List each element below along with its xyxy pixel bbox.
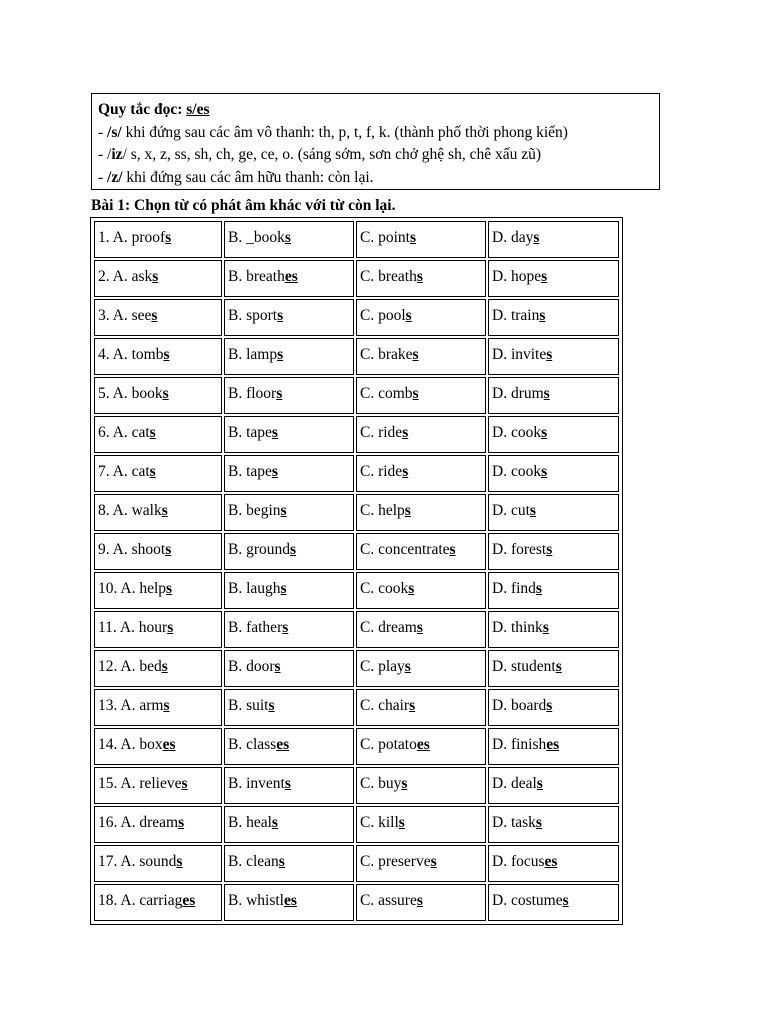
option-cell — [356, 260, 486, 297]
rules-title-suffix: s/es — [186, 101, 210, 118]
option-ending: s — [541, 463, 548, 480]
option-ending: s — [533, 229, 540, 246]
option-cell — [94, 884, 222, 921]
option-ending: s — [152, 268, 159, 285]
option-ending: s — [546, 346, 553, 363]
rule-text: khi đứng sau các âm hữu thanh: còn lại. — [122, 168, 374, 186]
option-word: C. pool — [360, 307, 406, 324]
option-word: D. day — [492, 229, 534, 246]
table-row — [94, 650, 619, 687]
option-ending: s — [416, 619, 423, 636]
option-cell — [356, 338, 486, 375]
option-cell — [94, 416, 222, 453]
option-ending: s — [404, 502, 411, 519]
option-word: C. buy — [360, 775, 402, 792]
option-ending: s — [555, 658, 562, 675]
option-cell — [488, 221, 619, 258]
option-ending: s — [535, 814, 542, 831]
exercise-table-body — [94, 221, 619, 921]
option-ending: s — [562, 892, 569, 909]
option-word: 16. A. dream — [98, 814, 179, 831]
option-ending: s — [546, 541, 553, 558]
option-cell — [356, 689, 486, 726]
option-word: B. floor — [228, 385, 277, 402]
option-cell — [94, 611, 222, 648]
option-ending: s — [541, 268, 548, 285]
option-ending: s — [276, 385, 283, 402]
option-cell — [94, 650, 222, 687]
option-ending: s — [277, 307, 284, 324]
option-ending: s — [277, 346, 284, 363]
exercise-title: Bài 1: Chọn từ có phát âm khác với từ còn lại. — [91, 197, 396, 214]
option-ending: s — [151, 307, 158, 324]
option-ending: s — [282, 619, 289, 636]
option-word: 1. A. proof — [98, 229, 166, 246]
option-cell — [224, 260, 354, 297]
option-ending: s — [163, 697, 170, 714]
option-word: 18. A. carriag — [98, 892, 183, 909]
option-ending: s — [181, 775, 188, 792]
option-ending: s — [409, 697, 416, 714]
option-word: B. tape — [228, 424, 272, 441]
option-ending: s — [165, 229, 172, 246]
option-ending: es — [284, 268, 298, 285]
option-cell — [224, 611, 354, 648]
option-word: B. whistl — [228, 892, 284, 909]
option-word: B. ground — [228, 541, 290, 558]
option-cell — [94, 338, 222, 375]
option-cell — [488, 767, 619, 804]
option-word: C. dream — [360, 619, 417, 636]
option-cell — [94, 455, 222, 492]
option-ending: s — [401, 775, 408, 792]
option-ending: s — [149, 463, 156, 480]
option-cell — [356, 416, 486, 453]
option-word: B. door — [228, 658, 275, 675]
option-cell — [488, 494, 619, 531]
option-word: D. task — [492, 814, 536, 831]
option-ending: s — [409, 229, 416, 246]
table-row — [94, 299, 619, 336]
option-word: 13. A. arm — [98, 697, 164, 714]
option-ending: s — [280, 502, 287, 519]
option-word: 11. A. hour — [98, 619, 168, 636]
option-word: D. forest — [492, 541, 547, 558]
option-ending: s — [543, 385, 550, 402]
option-cell — [356, 650, 486, 687]
option-cell — [356, 299, 486, 336]
option-word: B. invent — [228, 775, 285, 792]
rule-line — [98, 144, 653, 167]
option-ending: s — [542, 619, 549, 636]
table-row — [94, 689, 619, 726]
option-ending: es — [283, 892, 297, 909]
option-ending: s — [529, 502, 536, 519]
option-cell — [488, 455, 619, 492]
option-word: D. drum — [492, 385, 544, 402]
rule-text: / s, x, z, ss, sh, ch, ge, ce, o. (sáng sớm, sơn chở ghệ sh, chê xấu zũ) — [122, 146, 541, 163]
rule-dash: - — [98, 168, 108, 186]
table-row — [94, 728, 619, 765]
option-ending: s — [284, 229, 291, 246]
rules-title-label: Quy tắc đọc: — [98, 101, 183, 118]
option-ending: s — [416, 268, 423, 285]
option-ending: s — [412, 385, 419, 402]
option-ending: s — [536, 775, 543, 792]
option-cell — [224, 299, 354, 336]
option-word: 12. A. bed — [98, 658, 162, 675]
option-cell — [94, 689, 222, 726]
option-cell — [356, 845, 486, 882]
option-cell — [488, 728, 619, 765]
option-cell — [356, 494, 486, 531]
option-word: D. board — [492, 697, 547, 714]
table-row — [94, 845, 619, 882]
option-cell — [94, 533, 222, 570]
option-ending: s — [430, 853, 437, 870]
option-cell — [356, 377, 486, 414]
rule-ipa: iz — [111, 146, 123, 163]
option-cell — [356, 767, 486, 804]
option-word: 3. A. see — [98, 307, 152, 324]
option-word: C. comb — [360, 385, 413, 402]
option-cell — [356, 533, 486, 570]
rule-ipa: /s/ — [107, 123, 122, 141]
option-cell — [224, 806, 354, 843]
option-ending: s — [278, 853, 285, 870]
option-cell — [94, 728, 222, 765]
option-cell — [488, 416, 619, 453]
option-ending: s — [176, 853, 183, 870]
option-cell — [488, 806, 619, 843]
option-word: B. tape — [228, 463, 272, 480]
option-ending: s — [405, 307, 412, 324]
option-cell — [224, 884, 354, 921]
option-word: B. class — [228, 736, 277, 753]
table-row — [94, 533, 619, 570]
option-ending: s — [271, 814, 278, 831]
option-cell — [224, 338, 354, 375]
option-word: D. think — [492, 619, 543, 636]
table-row — [94, 377, 619, 414]
option-word: C. cook — [360, 580, 409, 597]
option-cell — [94, 767, 222, 804]
option-ending: s — [404, 658, 411, 675]
option-cell — [94, 221, 222, 258]
option-word: B. father — [228, 619, 283, 636]
option-cell — [488, 572, 619, 609]
option-word: C. concentrate — [360, 541, 450, 558]
option-cell — [94, 806, 222, 843]
table-row — [94, 611, 619, 648]
option-cell — [488, 338, 619, 375]
option-word: 15. A. relieve — [98, 775, 182, 792]
table-row — [94, 572, 619, 609]
option-ending: s — [541, 424, 548, 441]
option-cell — [224, 533, 354, 570]
option-ending: s — [163, 346, 170, 363]
option-cell — [224, 572, 354, 609]
option-word: D. costume — [492, 892, 563, 909]
option-cell — [224, 377, 354, 414]
option-word: 5. A. book — [98, 385, 163, 402]
table-row — [94, 494, 619, 531]
rule-line — [98, 122, 653, 145]
option-cell — [224, 728, 354, 765]
option-cell — [94, 377, 222, 414]
option-word: B. lamp — [228, 346, 278, 363]
option-cell — [94, 260, 222, 297]
option-cell — [488, 377, 619, 414]
option-ending: s — [271, 463, 278, 480]
option-cell — [94, 845, 222, 882]
option-ending: s — [449, 541, 456, 558]
table-row — [94, 767, 619, 804]
option-cell — [356, 806, 486, 843]
option-word: C. point — [360, 229, 410, 246]
table-row — [94, 260, 619, 297]
option-word: 14. A. box — [98, 736, 163, 753]
option-cell — [488, 884, 619, 921]
option-cell — [356, 221, 486, 258]
option-word: D. cook — [492, 424, 542, 441]
option-word: C. breath — [360, 268, 417, 285]
option-word: B. breath — [228, 268, 285, 285]
option-word: B. heal — [228, 814, 272, 831]
option-word: C. preserve — [360, 853, 431, 870]
option-ending: s — [398, 814, 405, 831]
option-word: 8. A. walk — [98, 502, 162, 519]
option-word: 10. A. help — [98, 580, 167, 597]
option-ending: s — [402, 424, 409, 441]
option-ending: es — [276, 736, 290, 753]
option-word: D. hope — [492, 268, 542, 285]
rule-dash: - / — [98, 146, 112, 163]
option-cell — [224, 650, 354, 687]
option-cell — [224, 416, 354, 453]
option-word: D. cook — [492, 463, 542, 480]
option-cell — [224, 494, 354, 531]
option-ending: s — [271, 424, 278, 441]
option-cell — [488, 299, 619, 336]
option-ending: s — [412, 346, 419, 363]
option-word: D. invite — [492, 346, 547, 363]
option-word: C. ride — [360, 424, 403, 441]
option-word: B. laugh — [228, 580, 281, 597]
option-ending: es — [182, 892, 196, 909]
option-word: C. help — [360, 502, 405, 519]
table-row — [94, 455, 619, 492]
option-ending: s — [161, 502, 168, 519]
option-cell — [488, 650, 619, 687]
table-row — [94, 416, 619, 453]
option-word: D. deal — [492, 775, 537, 792]
option-word: B. suit — [228, 697, 269, 714]
option-word: 4. A. tomb — [98, 346, 164, 363]
option-word: D. finish — [492, 736, 547, 753]
option-cell — [356, 728, 486, 765]
option-ending: s — [165, 541, 172, 558]
option-ending: s — [280, 580, 287, 597]
option-cell — [356, 611, 486, 648]
option-ending: s — [290, 541, 297, 558]
option-cell — [224, 221, 354, 258]
option-ending: s — [416, 892, 423, 909]
option-ending: s — [408, 580, 415, 597]
exercise-table — [90, 217, 623, 925]
rules-title — [98, 99, 653, 122]
option-word: D. focus — [492, 853, 545, 870]
option-cell — [224, 455, 354, 492]
rule-ipa: /z/ — [107, 168, 123, 186]
option-ending: s — [284, 775, 291, 792]
option-word: D. student — [492, 658, 556, 675]
option-ending: s — [162, 385, 169, 402]
option-ending: s — [546, 697, 553, 714]
option-word: C. potato — [360, 736, 417, 753]
option-ending: s — [166, 580, 173, 597]
option-ending: s — [402, 463, 409, 480]
option-word: C. kill — [360, 814, 399, 831]
option-cell — [224, 845, 354, 882]
option-word: B. _book — [228, 229, 285, 246]
option-word: 9. A. shoot — [98, 541, 166, 558]
option-cell — [488, 260, 619, 297]
rule-dash: - — [98, 123, 108, 141]
option-ending: es — [546, 736, 560, 753]
option-cell — [94, 494, 222, 531]
table-row — [94, 884, 619, 921]
rule-line — [98, 167, 653, 190]
table-row — [94, 806, 619, 843]
option-word: C. chair — [360, 697, 410, 714]
option-cell — [488, 845, 619, 882]
option-ending: s — [161, 658, 168, 675]
option-word: 17. A. sound — [98, 853, 177, 870]
option-cell — [488, 533, 619, 570]
option-cell — [94, 299, 222, 336]
option-ending: s — [149, 424, 156, 441]
option-ending: s — [178, 814, 185, 831]
option-ending: es — [544, 853, 558, 870]
option-cell — [488, 611, 619, 648]
option-cell — [356, 455, 486, 492]
option-word: C. ride — [360, 463, 403, 480]
option-word: D. find — [492, 580, 536, 597]
option-cell — [356, 572, 486, 609]
option-word: B. begin — [228, 502, 281, 519]
option-word: C. assure — [360, 892, 417, 909]
option-word: 7. A. cat — [98, 463, 150, 480]
option-word: 2. A. ask — [98, 268, 153, 285]
option-word: B. clean — [228, 853, 279, 870]
table-row — [94, 221, 619, 258]
option-cell — [224, 767, 354, 804]
option-ending: es — [162, 736, 176, 753]
option-word: D. train — [492, 307, 540, 324]
rules-box — [91, 93, 660, 190]
option-word: 6. A. cat — [98, 424, 150, 441]
option-ending: s — [167, 619, 174, 636]
option-cell — [356, 884, 486, 921]
option-word: C. play — [360, 658, 405, 675]
option-ending: s — [274, 658, 281, 675]
option-ending: es — [416, 736, 430, 753]
option-word: B. sport — [228, 307, 278, 324]
option-cell — [224, 689, 354, 726]
option-ending: s — [535, 580, 542, 597]
option-word: C. brake — [360, 346, 413, 363]
option-ending: s — [539, 307, 546, 324]
option-word: D. cut — [492, 502, 530, 519]
option-ending: s — [268, 697, 275, 714]
option-cell — [488, 689, 619, 726]
table-row — [94, 338, 619, 375]
rule-text: khi đứng sau các âm vô thanh: th, p, t, f, k. (thành phố thời phong kiến) — [121, 123, 568, 141]
option-cell — [94, 572, 222, 609]
